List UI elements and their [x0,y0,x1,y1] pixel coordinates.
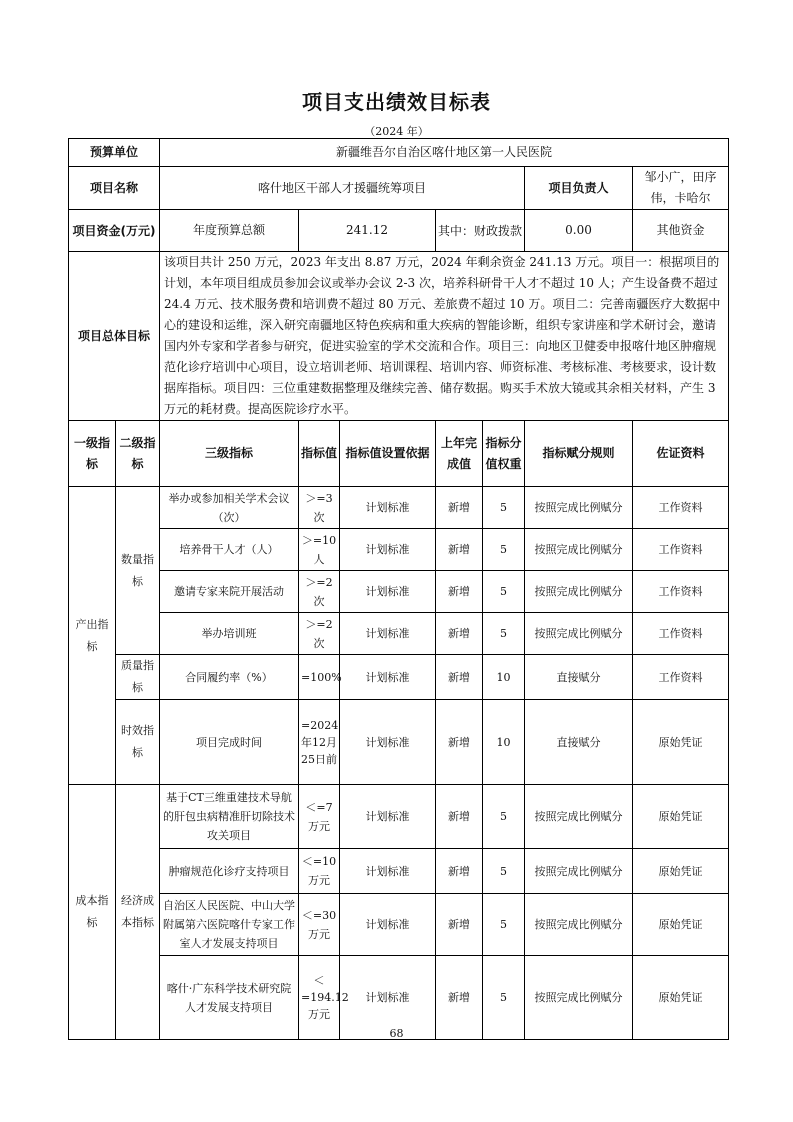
budget-unit-value: 新疆维吾尔自治区喀什地区第一人民医院 [160,139,729,167]
group-quality: 质量指标 [116,655,160,700]
row-weight: 5 [483,487,525,529]
other-funds-label: 其他资金 [633,210,729,252]
project-leader-value: 邹小广，田序伟，卡哈尔 [633,167,729,210]
row-prev: 新增 [436,700,483,785]
row-evidence: 原始凭证 [633,785,729,849]
row-weight: 5 [483,956,525,1040]
row-rule: 按照完成比例赋分 [525,529,633,571]
row-basis: 计划标准 [340,529,436,571]
row-evidence: 工作资料 [633,571,729,613]
table-row [69,529,729,571]
project-name-value: 喀什地区干部人才援疆统筹项目 [160,167,525,210]
table-row [69,700,729,785]
row-value: ＞=10人 [299,529,340,571]
group-timeliness: 时效指标 [116,700,160,785]
header-level3: 三级指标 [160,421,299,487]
row-evidence: 原始凭证 [633,849,729,894]
row-name: 举办培训班 [160,613,299,655]
row-rule: 按照完成比例赋分 [525,849,633,894]
row-basis: 计划标准 [340,956,436,1040]
header-weight: 指标分值权重 [483,421,525,487]
row-rule: 按照完成比例赋分 [525,785,633,849]
annual-budget-label: 年度预算总额 [160,210,299,252]
header-row [69,421,729,487]
year-subtitle: （2024 年） [364,125,429,138]
row-basis: 计划标准 [340,700,436,785]
project-leader-label: 项目负责人 [525,167,633,210]
row-prev: 新增 [436,529,483,571]
group-cost: 成本指标 [69,785,116,1040]
table-row [69,571,729,613]
funds-row [69,210,729,252]
goal-text: 该项目共计 250 万元，2023 年支出 8.87 万元，2024 年剩余资金 241.13 万元。项目一：根据项目的计划，本年项目组成员参加会议或举办会议 2-3 次，培养科研骨干人才不超过 10 人；产生设备费不超过 24.4 万元、技术服务费和培训费不超过 80 万元、差旅费不超过 10 万。项目二：完善南疆医疗大数据中心的建设和运维，深入研究南疆地区特色疾病和重大疾病的智能诊断，组织专家讲座和学术研讨会，邀请国内外专家和学者参与研究，促进实验室的学术交流和合作。项目三：向地区卫健委申报喀什地区肿瘤规范化诊疗培训中心项目，设立培训老师、培训课程、培训内容、师资标准、考核标准、考核要求，设计数据库指标。项目四：三位重建数据整理及继续完善、储存数据。购买手术放大镜或其余相关材料，产生 3 万元的耗材费。提高医院诊疗水平。 [160,252,729,421]
row-basis: 计划标准 [340,894,436,956]
row-weight: 10 [483,655,525,700]
budget-unit-label: 预算单位 [69,139,160,167]
header-rule: 指标赋分规则 [525,421,633,487]
row-weight: 10 [483,700,525,785]
page-title: 项目支出绩效目标表 [302,90,491,114]
row-rule: 直接赋分 [525,700,633,785]
row-prev: 新增 [436,956,483,1040]
row-weight: 5 [483,529,525,571]
row-name: 基于CT三维重建技术导航的肝包虫病精准肝切除技术攻关项目 [160,785,299,849]
row-prev: 新增 [436,894,483,956]
project-name-label: 项目名称 [69,167,160,210]
goal-label: 项目总体目标 [69,252,160,421]
row-rule: 按照完成比例赋分 [525,571,633,613]
row-evidence: 原始凭证 [633,894,729,956]
row-value: =2024年12月25日前 [299,700,340,785]
row-evidence: 工作资料 [633,487,729,529]
annual-budget-value: 241.12 [299,210,436,252]
performance-table [68,138,729,1040]
row-basis: 计划标准 [340,785,436,849]
row-evidence: 工作资料 [633,655,729,700]
header-basis: 指标值设置依据 [340,421,436,487]
row-value: ＞=2次 [299,571,340,613]
row-basis: 计划标准 [340,655,436,700]
budget-unit-row [69,139,729,167]
row-rule: 按照完成比例赋分 [525,956,633,1040]
row-weight: 5 [483,894,525,956]
row-weight: 5 [483,571,525,613]
row-prev: 新增 [436,655,483,700]
row-evidence: 工作资料 [633,613,729,655]
fiscal-allocation-value: 0.00 [525,210,633,252]
row-value: =100% [299,655,340,700]
row-value: ＜=7万元 [299,785,340,849]
table-row [69,849,729,894]
funds-label: 项目资金(万元) [69,210,160,252]
header-level2: 二级指标 [116,421,160,487]
table-row [69,785,729,849]
row-basis: 计划标准 [340,571,436,613]
row-name: 举办或参加相关学术会议（次） [160,487,299,529]
row-name: 自治区人民医院、中山大学附属第六医院喀什专家工作室人才发展支持项目 [160,894,299,956]
row-value: ＜=10万元 [299,849,340,894]
row-prev: 新增 [436,487,483,529]
row-rule: 按照完成比例赋分 [525,487,633,529]
row-value: ＜=194.12万元 [299,956,340,1040]
row-weight: 5 [483,613,525,655]
row-name: 培养骨干人才（人） [160,529,299,571]
table-row [69,613,729,655]
row-prev: 新增 [436,613,483,655]
row-basis: 计划标准 [340,487,436,529]
row-rule: 按照完成比例赋分 [525,613,633,655]
row-prev: 新增 [436,571,483,613]
row-name: 项目完成时间 [160,700,299,785]
header-value: 指标值 [299,421,340,487]
row-value: ＞=2次 [299,613,340,655]
goal-row [69,252,729,421]
project-name-row [69,167,729,210]
header-evidence: 佐证资料 [633,421,729,487]
row-evidence: 原始凭证 [633,956,729,1040]
row-prev: 新增 [436,849,483,894]
table-row [69,655,729,700]
row-weight: 5 [483,849,525,894]
page-number: 68 [389,1027,404,1040]
row-rule: 按照完成比例赋分 [525,894,633,956]
table-row [69,894,729,956]
group-quantity: 数量指标 [116,487,160,655]
row-name: 喀什·广东科学技术研究院人才发展支持项目 [160,956,299,1040]
row-rule: 直接赋分 [525,655,633,700]
row-evidence: 工作资料 [633,529,729,571]
row-value: ＜=30万元 [299,894,340,956]
row-weight: 5 [483,785,525,849]
row-basis: 计划标准 [340,849,436,894]
row-evidence: 原始凭证 [633,700,729,785]
table-row [69,487,729,529]
row-name: 邀请专家来院开展活动 [160,571,299,613]
row-name: 肿瘤规范化诊疗支持项目 [160,849,299,894]
header-level1: 一级指标 [69,421,116,487]
row-value: ＞=3次 [299,487,340,529]
fiscal-allocation-label: 其中：财政拨款 [436,210,525,252]
row-name: 合同履约率（%） [160,655,299,700]
header-prev: 上年完成值 [436,421,483,487]
group-economic: 经济成本指标 [116,785,160,1040]
row-basis: 计划标准 [340,613,436,655]
group-output: 产出指标 [69,487,116,785]
row-prev: 新增 [436,785,483,849]
